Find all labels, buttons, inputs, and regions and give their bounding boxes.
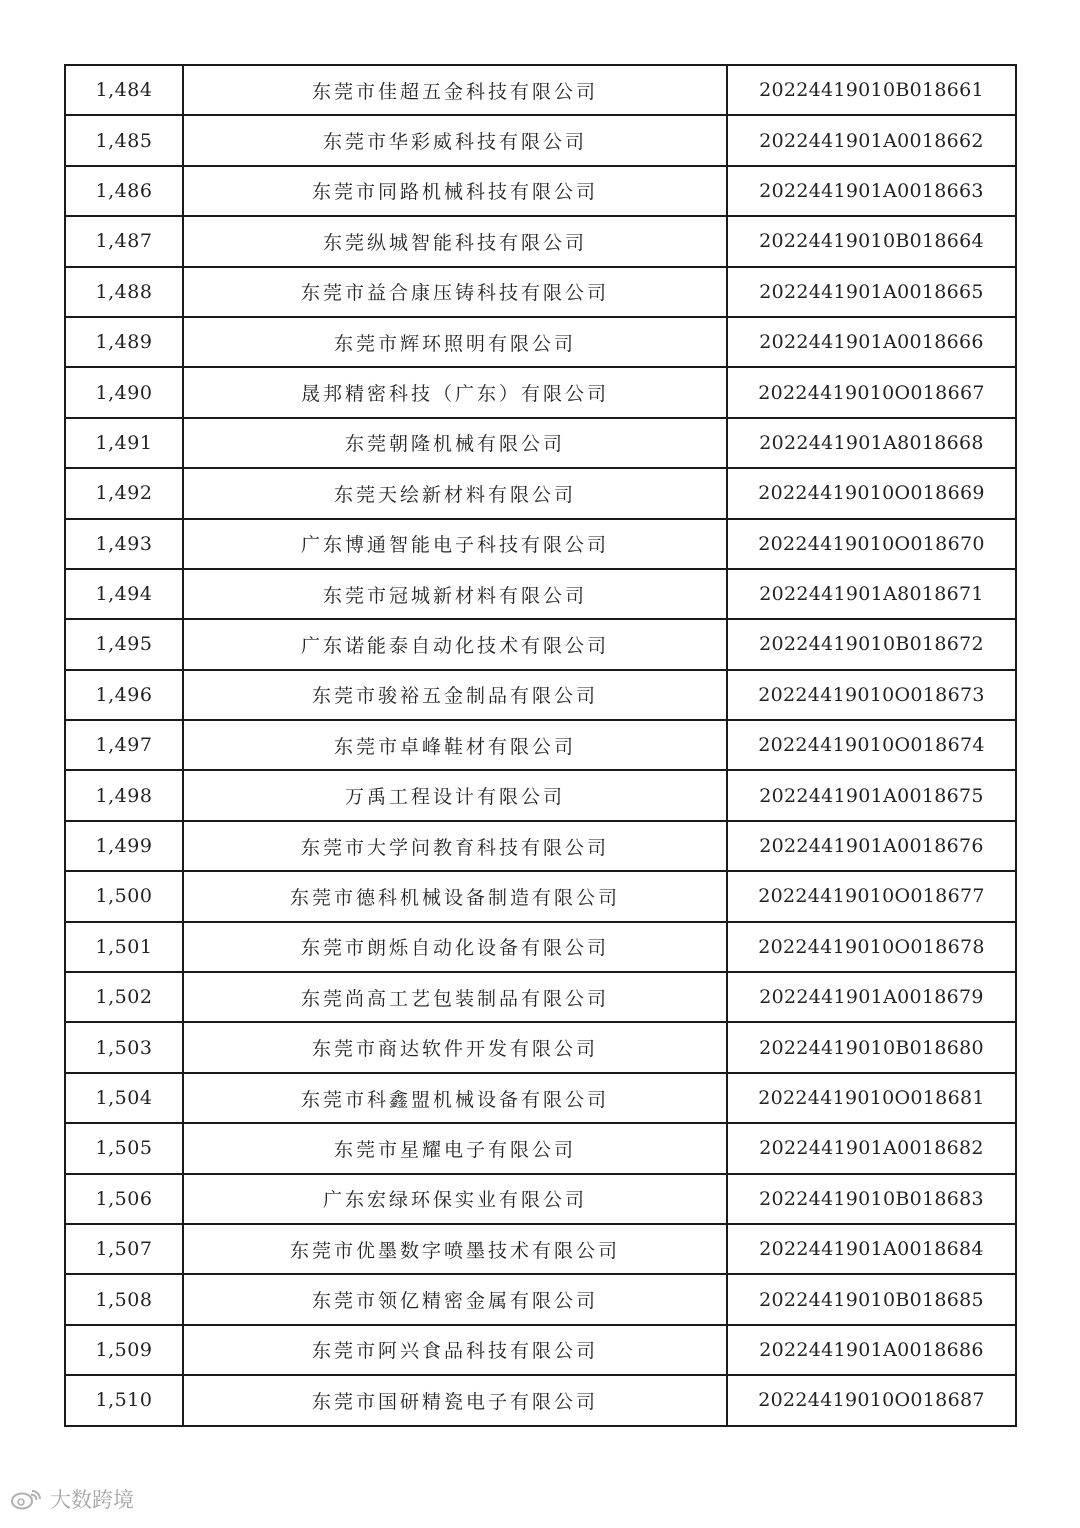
row-number-cell: 1,505 — [65, 1123, 183, 1173]
company-name-cell: 东莞尚高工艺包装制品有限公司 — [183, 972, 727, 1022]
company-name-cell: 东莞市辉环照明有限公司 — [183, 317, 727, 367]
registration-code-cell: 20224419010O018670 — [727, 519, 1016, 569]
table-row — [65, 1123, 1016, 1173]
row-number-cell: 1,503 — [65, 1022, 183, 1072]
registration-code-cell: 20224419010O018677 — [727, 871, 1016, 921]
registration-code-cell: 20224419010B018661 — [727, 65, 1016, 115]
registration-code-cell: 20224419010B018685 — [727, 1274, 1016, 1324]
company-name-cell: 东莞纵城智能科技有限公司 — [183, 216, 727, 266]
row-number-cell: 1,489 — [65, 317, 183, 367]
table-row — [65, 115, 1016, 165]
company-name-cell: 东莞市阿兴食品科技有限公司 — [183, 1325, 727, 1375]
registration-code-cell: 20224419010O018681 — [727, 1073, 1016, 1123]
table-body — [65, 65, 1016, 1426]
row-number-cell: 1,490 — [65, 367, 183, 417]
table-row — [65, 569, 1016, 619]
row-number-cell: 1,488 — [65, 267, 183, 317]
row-number-cell: 1,487 — [65, 216, 183, 266]
table-row — [65, 1073, 1016, 1123]
table-row — [65, 1375, 1016, 1425]
table-row — [65, 468, 1016, 518]
company-name-cell: 广东诺能泰自动化技术有限公司 — [183, 619, 727, 669]
row-number-cell: 1,501 — [65, 922, 183, 972]
table-row — [65, 770, 1016, 820]
row-number-cell: 1,510 — [65, 1375, 183, 1425]
company-name-cell: 东莞市华彩威科技有限公司 — [183, 115, 727, 165]
company-name-cell: 东莞市商达软件开发有限公司 — [183, 1022, 727, 1072]
table-row — [65, 317, 1016, 367]
company-name-cell: 广东宏绿环保实业有限公司 — [183, 1174, 727, 1224]
row-number-cell: 1,496 — [65, 670, 183, 720]
table-row — [65, 922, 1016, 972]
registration-code-cell: 2022441901A0018682 — [727, 1123, 1016, 1173]
row-number-cell: 1,508 — [65, 1274, 183, 1324]
table-row — [65, 972, 1016, 1022]
table-row — [65, 1022, 1016, 1072]
registration-code-cell: 2022441901A0018666 — [727, 317, 1016, 367]
table-row — [65, 418, 1016, 468]
company-name-cell: 万禹工程设计有限公司 — [183, 770, 727, 820]
watermark — [10, 1484, 134, 1514]
company-name-cell: 晟邦精密科技（广东）有限公司 — [183, 367, 727, 417]
row-number-cell: 1,502 — [65, 972, 183, 1022]
registration-code-cell: 20224419010B018664 — [727, 216, 1016, 266]
registration-code-cell: 2022441901A0018686 — [727, 1325, 1016, 1375]
registration-code-cell: 20224419010O018667 — [727, 367, 1016, 417]
company-name-cell: 东莞市益合康压铸科技有限公司 — [183, 267, 727, 317]
row-number-cell: 1,493 — [65, 519, 183, 569]
registration-code-cell: 2022441901A0018684 — [727, 1224, 1016, 1274]
company-name-cell: 东莞市大学问教育科技有限公司 — [183, 821, 727, 871]
company-name-cell: 东莞朝隆机械有限公司 — [183, 418, 727, 468]
company-name-cell: 东莞市骏裕五金制品有限公司 — [183, 670, 727, 720]
registration-code-cell: 20224419010B018683 — [727, 1174, 1016, 1224]
watermark-text: 大数跨境 — [50, 1488, 134, 1512]
table-row — [65, 821, 1016, 871]
registration-code-cell: 2022441901A0018665 — [727, 267, 1016, 317]
registration-code-cell: 20224419010B018680 — [727, 1022, 1016, 1072]
company-name-cell: 东莞天绘新材料有限公司 — [183, 468, 727, 518]
company-name-cell: 东莞市冠城新材料有限公司 — [183, 569, 727, 619]
table-row — [65, 166, 1016, 216]
row-number-cell: 1,495 — [65, 619, 183, 669]
row-number-cell: 1,504 — [65, 1073, 183, 1123]
company-name-cell: 东莞市国研精瓷电子有限公司 — [183, 1375, 727, 1425]
row-number-cell: 1,506 — [65, 1174, 183, 1224]
registration-code-cell: 20224419010O018678 — [727, 922, 1016, 972]
registration-code-cell: 20224419010O018669 — [727, 468, 1016, 518]
table-row — [65, 1325, 1016, 1375]
row-number-cell: 1,497 — [65, 720, 183, 770]
company-list-table — [64, 64, 1017, 1427]
company-name-cell: 东莞市同路机械科技有限公司 — [183, 166, 727, 216]
table-row — [65, 216, 1016, 266]
registration-code-cell: 20224419010O018673 — [727, 670, 1016, 720]
company-name-cell: 东莞市优墨数字喷墨技术有限公司 — [183, 1224, 727, 1274]
registration-code-cell: 2022441901A8018668 — [727, 418, 1016, 468]
company-name-cell: 东莞市星耀电子有限公司 — [183, 1123, 727, 1173]
row-number-cell: 1,491 — [65, 418, 183, 468]
row-number-cell: 1,498 — [65, 770, 183, 820]
registration-code-cell: 2022441901A0018679 — [727, 972, 1016, 1022]
registration-code-cell: 20224419010B018672 — [727, 619, 1016, 669]
table-row — [65, 267, 1016, 317]
row-number-cell: 1,486 — [65, 166, 183, 216]
registration-code-cell: 2022441901A0018675 — [727, 770, 1016, 820]
company-name-cell: 东莞市德科机械设备制造有限公司 — [183, 871, 727, 921]
registration-code-cell: 2022441901A0018662 — [727, 115, 1016, 165]
table-row — [65, 1224, 1016, 1274]
company-name-cell: 东莞市佳超五金科技有限公司 — [183, 65, 727, 115]
table-row — [65, 720, 1016, 770]
registration-code-cell: 2022441901A0018676 — [727, 821, 1016, 871]
table-row — [65, 619, 1016, 669]
table-row — [65, 1174, 1016, 1224]
weibo-logo-icon — [10, 1487, 44, 1511]
company-name-cell: 东莞市领亿精密金属有限公司 — [183, 1274, 727, 1324]
table-row — [65, 367, 1016, 417]
registration-code-cell: 2022441901A8018671 — [727, 569, 1016, 619]
registration-code-cell: 2022441901A0018663 — [727, 166, 1016, 216]
registration-code-cell: 20224419010O018674 — [727, 720, 1016, 770]
row-number-cell: 1,509 — [65, 1325, 183, 1375]
row-number-cell: 1,507 — [65, 1224, 183, 1274]
row-number-cell: 1,499 — [65, 821, 183, 871]
company-name-cell: 东莞市卓峰鞋材有限公司 — [183, 720, 727, 770]
company-name-cell: 东莞市科鑫盟机械设备有限公司 — [183, 1073, 727, 1123]
row-number-cell: 1,494 — [65, 569, 183, 619]
table-row — [65, 670, 1016, 720]
company-name-cell: 东莞市朗烁自动化设备有限公司 — [183, 922, 727, 972]
table-row — [65, 519, 1016, 569]
row-number-cell: 1,484 — [65, 65, 183, 115]
row-number-cell: 1,492 — [65, 468, 183, 518]
table-row — [65, 871, 1016, 921]
registration-code-cell: 20224419010O018687 — [727, 1375, 1016, 1425]
row-number-cell: 1,500 — [65, 871, 183, 921]
table-row — [65, 1274, 1016, 1324]
table-row — [65, 65, 1016, 115]
company-name-cell: 广东博通智能电子科技有限公司 — [183, 519, 727, 569]
row-number-cell: 1,485 — [65, 115, 183, 165]
